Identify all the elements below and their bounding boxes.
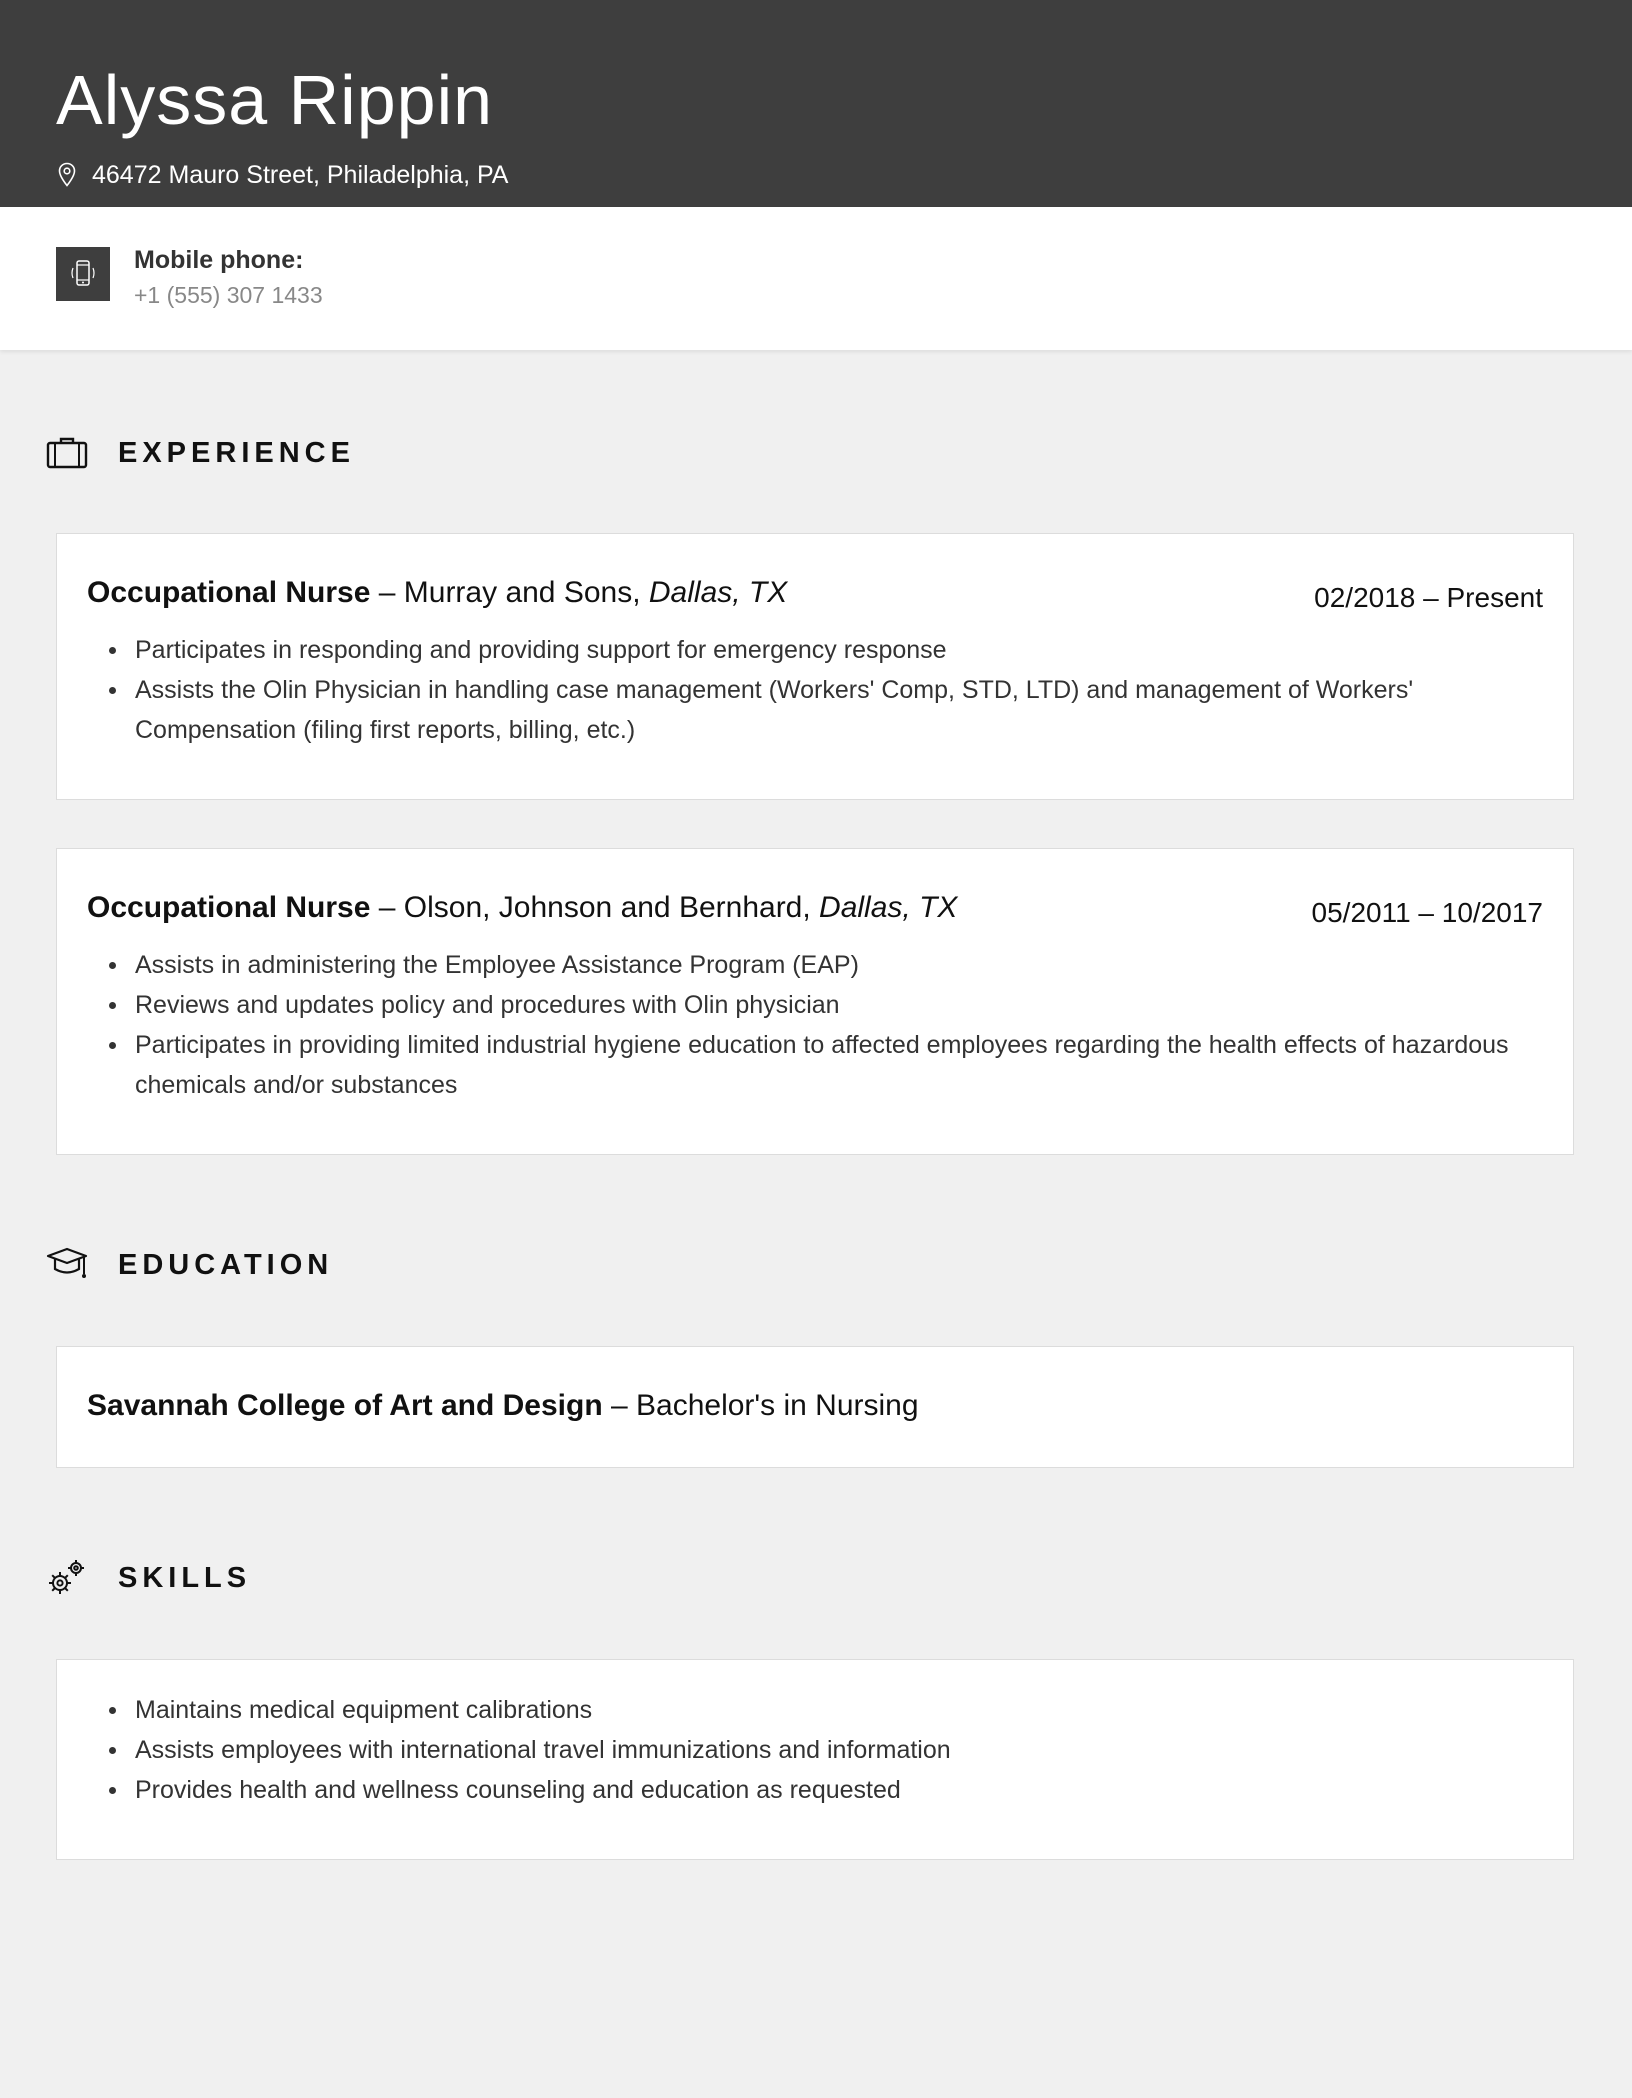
education-heading — [46, 1244, 333, 1286]
address-text: 46472 Mauro Street, Philadelphia, PA — [92, 161, 509, 189]
education-title: EDUCATION — [118, 1248, 334, 1281]
list-item: Participates in providing limited industrial hygiene education to affected employees regarding the health effects of hazardous chemicals and/or substances — [135, 1025, 1525, 1105]
job-bullets — [87, 630, 1525, 750]
experience-title: EXPERIENCE — [118, 436, 355, 469]
list-item: Assists in administering the Employee Assistance Program (EAP) — [135, 945, 1525, 985]
location-pin-icon — [58, 162, 76, 188]
list-item: Participates in responding and providing support for emergency response — [135, 630, 1525, 670]
job-company: Murray and Sons, — [403, 576, 641, 609]
candidate-name: Alyssa Rippin — [56, 61, 494, 139]
list-item: Maintains medical equipment calibrations — [135, 1690, 1525, 1730]
address-line — [58, 158, 508, 192]
contact-bar — [0, 207, 1632, 350]
job-role: Occupational Nurse — [87, 891, 371, 924]
skills-list — [87, 1690, 1525, 1810]
phone-icon-box — [56, 247, 110, 301]
resume-header — [0, 0, 1632, 207]
gears-icon — [46, 1557, 88, 1599]
job-role: Occupational Nurse — [87, 576, 371, 609]
job-dates: 05/2011 – 10/2017 — [1311, 897, 1543, 928]
mobile-phone-icon — [66, 257, 100, 291]
experience-heading — [46, 432, 355, 474]
education-line: Savannah College of Art and Design – Bachelor's in Nursing — [87, 1389, 919, 1422]
job-location: Dallas, TX — [819, 891, 958, 924]
degree: Bachelor's in Nursing — [636, 1389, 919, 1422]
skills-card — [56, 1659, 1574, 1860]
job-bullets — [87, 945, 1525, 1105]
list-item: Assists the Olin Physician in handling case management (Workers' Comp, STD, LTD) and management of Workers' Compensation (filing first reports, billing, etc.) — [135, 670, 1525, 750]
graduation-cap-icon — [46, 1244, 88, 1286]
phone-label: Mobile phone: — [134, 246, 304, 274]
phone-number: +1 (555) 307 1433 — [134, 282, 323, 308]
experience-card — [56, 533, 1574, 800]
skills-heading — [46, 1557, 251, 1599]
job-company: Olson, Johnson and Bernhard, — [403, 891, 811, 924]
job-dates: 02/2018 – Present — [1314, 582, 1543, 613]
job-title-line: Occupational Nurse – Murray and Sons, Dallas, TX — [87, 576, 788, 609]
job-title-line: Occupational Nurse – Olson, Johnson and Bernhard, Dallas, TX — [87, 891, 958, 924]
school-name: Savannah College of Art and Design — [87, 1389, 603, 1422]
job-location: Dallas, TX — [648, 576, 788, 609]
list-item: Reviews and updates policy and procedures with Olin physician — [135, 985, 1525, 1025]
skills-title: SKILLS — [118, 1561, 252, 1594]
briefcase-icon — [46, 432, 88, 474]
list-item: Assists employees with international travel immunizations and information — [135, 1730, 1525, 1770]
experience-card — [56, 848, 1574, 1155]
list-item: Provides health and wellness counseling and education as requested — [135, 1770, 1525, 1810]
education-card — [56, 1346, 1574, 1468]
